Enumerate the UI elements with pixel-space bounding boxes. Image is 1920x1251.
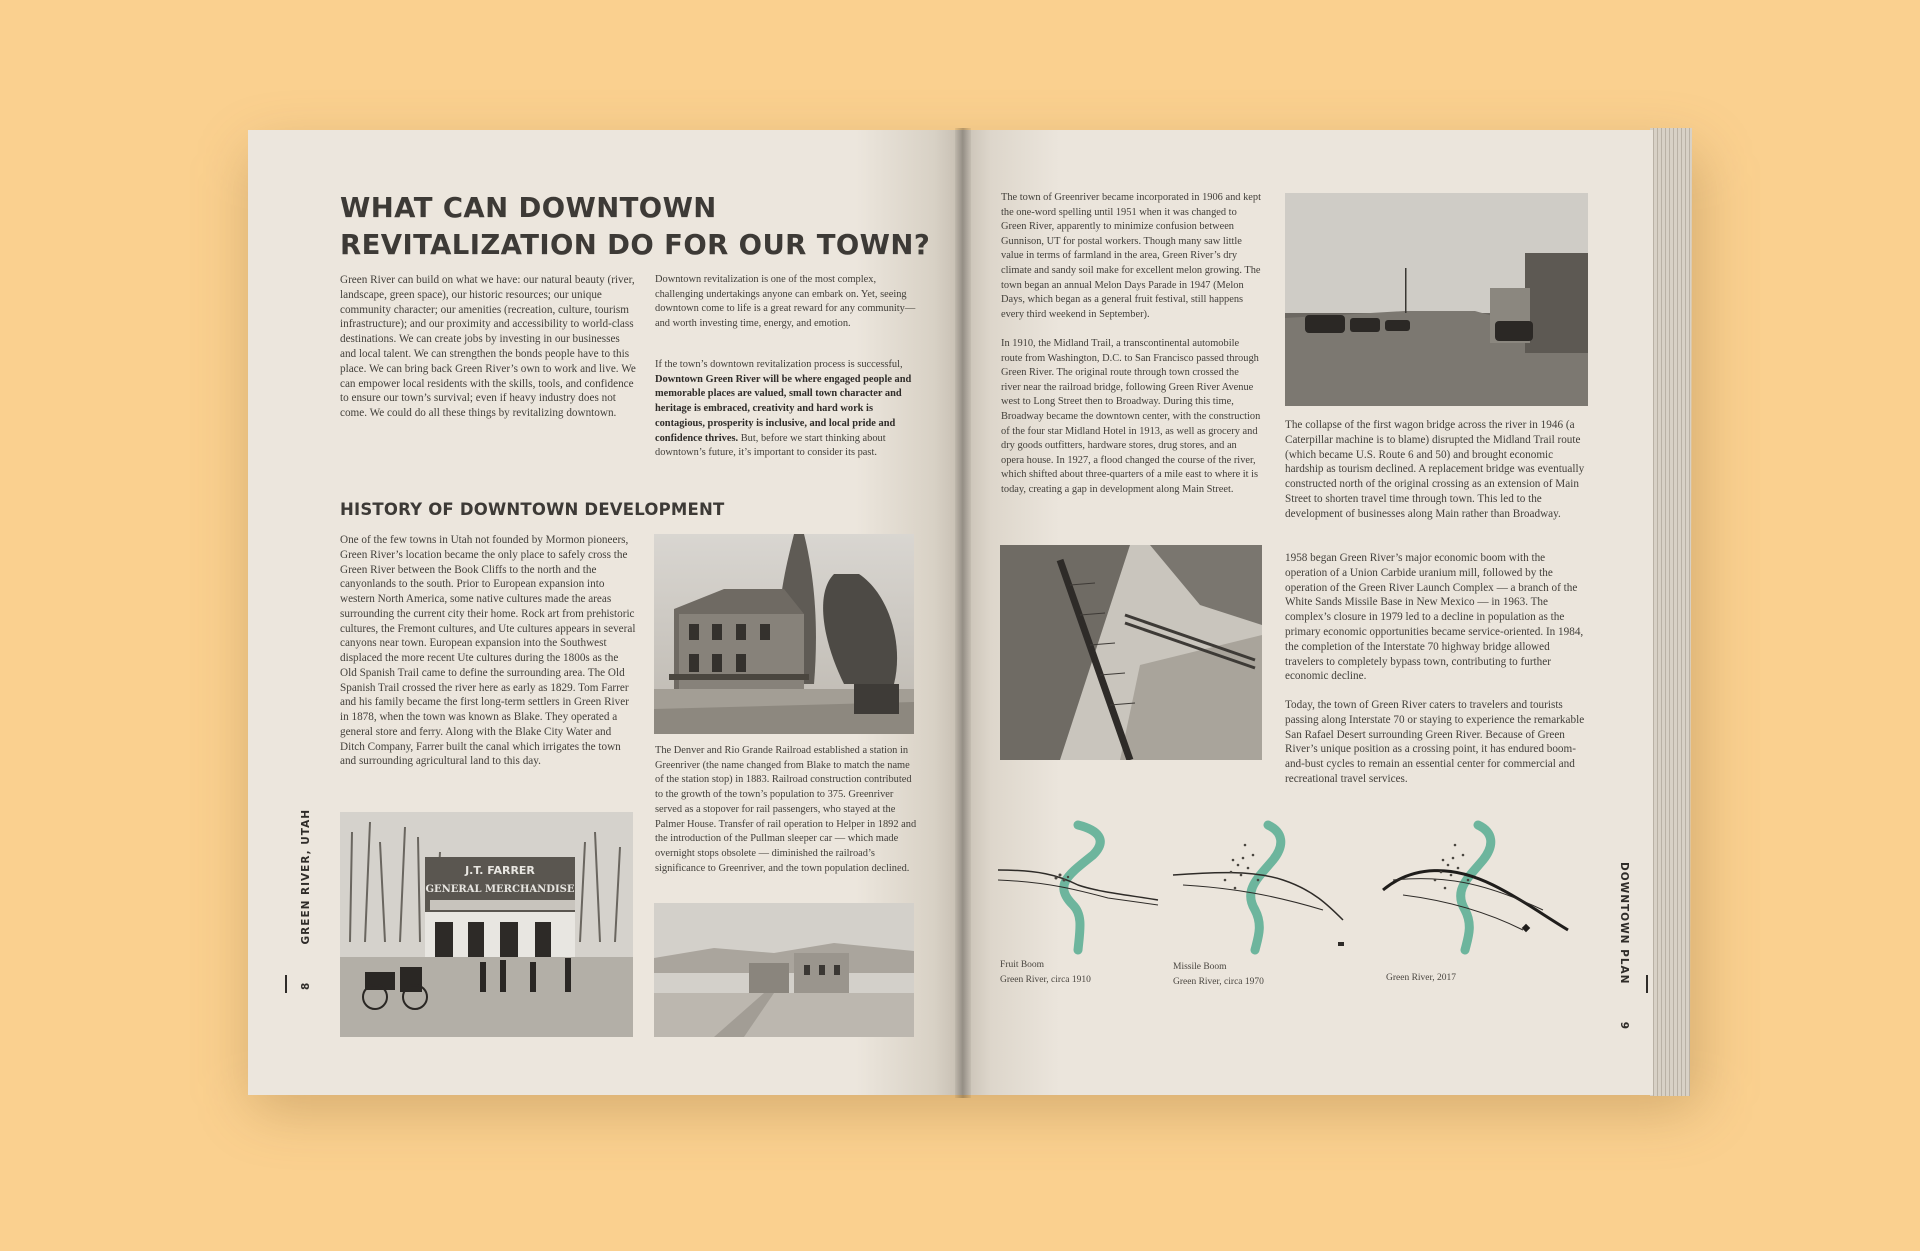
map-missile-boom <box>1173 825 1344 950</box>
intro-paragraph-2: Downtown revitalization is one of the most complex, challenging undertakings anyone can embark on. Yet, seeing downtown come to life is a great reward for any community—and worth investing time, energy, and emotion. <box>655 274 916 330</box>
map3-caption: Green River, 2017 <box>1386 973 1457 983</box>
right-side-label <box>1618 862 1630 1030</box>
left-side-label <box>300 809 312 990</box>
historical-maps <box>998 820 1598 960</box>
title-line-2: REVITALIZATION DO FOR OUR TOWN? <box>340 229 931 261</box>
right-page-number: 9 <box>1618 1021 1630 1030</box>
intro-paragraph-1: Green River can build on what we have: our natural beauty (river, landscape, green space), our historic resources; our unique community character; our amenities (recreation, culture, tourism infrastructure); and our proximity and accessibility to world-class destinations. We can create jobs by investing in our businesses and local talent. We can strengthen the bonds people have to this place. We can bring back Green River’s own to work and live. We can empower local residents with the skills, tools, and confidence to ensure our town’s survival; even if heavy industry does not come. We could do all these things by revitalizing downtown. <box>340 274 636 420</box>
right-paragraph-2: In 1910, the Midland Trail, a transcontinental automobile route from Washington, D.C. to San Francisco passed through Green River. The original route through town crossed the river near the railroad bridge, following Green River Avenue west to Long Street then to Broadway. During this time, Broadway became the downtown center, with the construction of the four star Midland Hotel in 1913, as well as grocery and dry goods outfitters, hardware stores, drug stores, and an opera house. In 1927, a flood changed the course of the river, which shifted about three-quarters of a mile east to where it is today, creating a gap in development along Main Street. <box>1001 338 1261 495</box>
page-title <box>340 190 940 264</box>
map1-caption-line2: Green River, circa 1910 <box>1000 975 1091 985</box>
intro-p3-end: But, before we start thinking about downtown’s future, it’s important to consider its past. <box>655 432 886 459</box>
intro-p3-start: If the town’s downtown revitalization process is successful, <box>655 359 903 370</box>
title-line-1: WHAT CAN DOWNTOWN <box>340 192 717 224</box>
map-fruit-boom <box>998 825 1158 950</box>
history-paragraph-1: One of the few towns in Utah not founded by Mormon pioneers, Green River’s location became the only place to safely cross the Green River between the Book Cliffs to the north and the canyonlands to the south. Prior to European expansion into western North America, some native cultures made the areas surrounding the current city their home. Rock art from prehistoric cultures, the Fremont cultures, and Ute cultures appears in several canyons near town. European expansion into the Southwest displaced the more recent Ute cultures during the 1800s as the Old Spanish Trail came to define the surrounding area. The Old Spanish Trail crossed the river here as early as 1829. Tom Farrer and his family became the first long-term settlers in Green River in 1878, when the town was known as Blake. They operated a general store and ferry. Along with the Blake City Water and Ditch Company, Farrer built the canal which irrigates the town and surrounding agricultural land to this day. <box>340 534 636 768</box>
left-side-text: GREEN RIVER, UTAH <box>300 808 312 945</box>
map-2017 <box>1383 825 1568 950</box>
intro-paragraph-3 <box>655 358 917 461</box>
page-edges <box>1650 128 1692 1096</box>
map2-caption <box>1173 960 1264 990</box>
map2-caption-line2: Green River, circa 1970 <box>1173 977 1264 987</box>
history-heading: HISTORY OF DOWNTOWN DEVELOPMENT <box>340 500 725 519</box>
store-sign-main: GENERAL MERCHANDISE <box>425 884 575 895</box>
palmer-house-photo <box>654 534 914 734</box>
book-spine <box>955 128 971 1098</box>
map2-caption-line1: Missile Boom <box>1173 962 1227 972</box>
map1-caption-line1: Fruit Boom <box>1000 960 1045 970</box>
left-page-number: 8 <box>300 981 312 990</box>
street-photo <box>654 903 914 1037</box>
history-paragraph-2: The Denver and Rio Grande Railroad established a station in Greenriver (the name changed from Blake to match the name of the station stop) in 1883. Railroad construction contributed to the growth of the town’s population to 375. Greenriver served as a stopover for rail passengers, who stayed at the Palmer House. Transfer of rail operation to Helper in 1892 and the introduction of the Pullman sleeper car — which made overnight stops obsolete — diminished the railroad’s significance to Greenriver, and the town population declined. <box>655 745 917 874</box>
right-side-rule <box>1646 975 1648 993</box>
right-paragraph-4: 1958 began Green River’s major economic boom with the operation of a Union Carbide uranium mill, followed by the operation of the Green River Launch Complex — a branch of the White Sands Missile Base in New Mexico — in 1963. The complex’s closure in 1979 led to a decline in population as the primary economic opportunities became service-oriented. In 1984, the completion of the Interstate 70 highway bridge allowed travelers to completely bypass town, contributing to further economic decline. <box>1285 552 1584 683</box>
right-paragraph-1: The town of Greenriver became incorporated in 1906 and kept the one-word spelling until 1951 when it was changed to Green River, apparently to minimize confusion between Gunnison, UT for postal workers. Though many saw little value in terms of farmland in the area, Green River’s dry climate and sandy soil make for excellent melon growing. The town began an annual Melon Days Parade in 1947 (Melon Days, which began as a general fruit festival, still happens every third weekend in September). <box>1001 192 1261 320</box>
general-store-photo <box>340 812 633 1037</box>
aerial-bridge-photo <box>1000 545 1262 760</box>
main-street-cars-photo <box>1285 193 1588 406</box>
left-side-rule <box>285 975 287 993</box>
right-side-text: DOWNTOWN PLAN <box>1618 862 1630 985</box>
right-paragraph-3: The collapse of the first wagon bridge across the river in 1946 (a Caterpillar machine is to blame) disrupted the Midland Trail route (which became U.S. Route 6 and 50) and brought economic hardship as tourism declined. A replacement bridge was eventually constructed north of the original crossing as an extension of Main Street to shorten travel time through town. This led to the development of businesses along Main rather than Broadway. <box>1285 419 1585 520</box>
intro-p3-bold: Downtown Green River will be where engaged people and memorable places are valued, small town character and heritage is embraced, creativity and hard work is contagious, prosperity is inclusive, and local pride and confidence thrives. <box>655 373 912 444</box>
right-paragraph-5: Today, the town of Green River caters to travelers and tourists passing along Interstate 70 or staying to experience the remarkable San Rafael Desert surrounding Green River. Because of Green River’s unique position as a crossing point, it has endured boom-and-bust cycles to remain an essential center for commercial and recreational travel services. <box>1285 699 1585 785</box>
map1-caption <box>1000 958 1091 988</box>
store-sign-top: J.T. FARRER <box>465 864 535 877</box>
